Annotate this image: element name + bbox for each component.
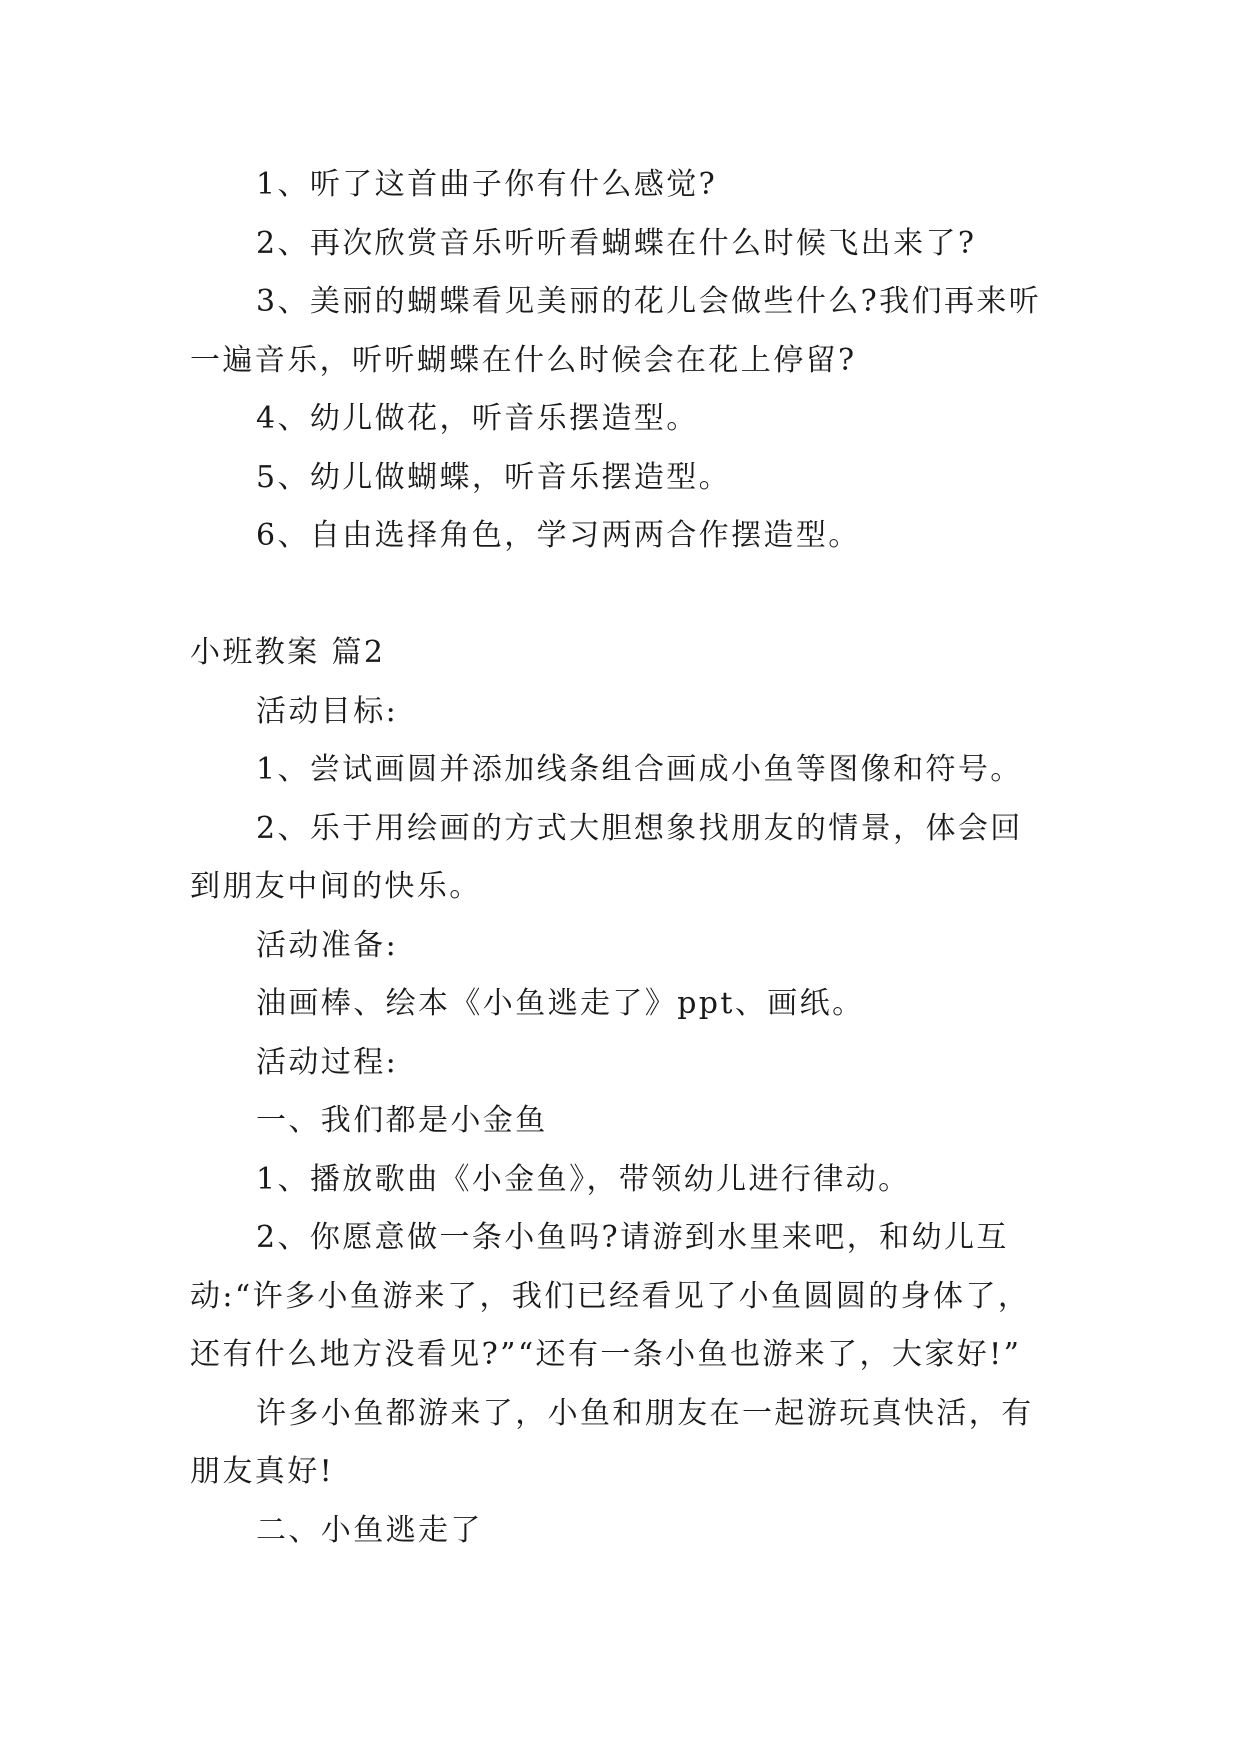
paragraph: 许多小鱼都游来了，小鱼和朋友在一起游玩真快活，有朋友真好! (190, 1395, 1034, 1489)
section-heading: 小班教案 篇2 (190, 635, 386, 670)
prep-label: 活动准备: (256, 927, 399, 963)
paragraph: 3、美丽的蝴蝶看见美丽的花儿会做些什么?我们再来听一遍音乐，听听蝴蝶在什么时候会在花上停留? (190, 284, 1042, 378)
process-label: 活动过程: (256, 1044, 399, 1080)
section-gap (190, 566, 1050, 625)
paragraph: 5、幼儿做蝴蝶，听音乐摆造型。 (256, 459, 732, 495)
paragraph: 1、尝试画圆并添加线条组合画成小鱼等图像和符号。 (256, 752, 1023, 787)
goals-label: 活动目标: (256, 693, 399, 729)
paragraph: 2、再次欣赏音乐听听看蝴蝶在什么时候飞出来了? (256, 225, 977, 261)
paragraph: 1、播放歌曲《小金鱼》，带领幼儿进行律动。 (256, 1161, 911, 1197)
paragraph: 6、自由选择角色，学习两两合作摆造型。 (256, 518, 861, 553)
paragraph: 2、乐于用绘画的方式大胆想象找朋友的情景，体会回到朋友中间的快乐。 (190, 810, 1023, 904)
subsection-title: 二、小鱼逃走了 (256, 1512, 483, 1548)
paragraph: 1、听了这首曲子你有什么感觉? (256, 167, 718, 202)
subsection-title: 一、我们都是小金鱼 (256, 1103, 548, 1138)
document-body (190, 156, 1050, 1560)
paragraph: 油画棒、绘本《小鱼逃走了》ppt、画纸。 (256, 986, 865, 1021)
paragraph: 4、幼儿做花，听音乐摆造型。 (256, 401, 699, 436)
paragraph: 2、你愿意做一条小鱼吗?请游到水里来吧，和幼儿互动:“许多小鱼游来了，我们已经看见了小鱼圆圆的身体了，还有什么地方没看见?”“还有一条小鱼也游来了，大家好!” (190, 1220, 1031, 1372)
